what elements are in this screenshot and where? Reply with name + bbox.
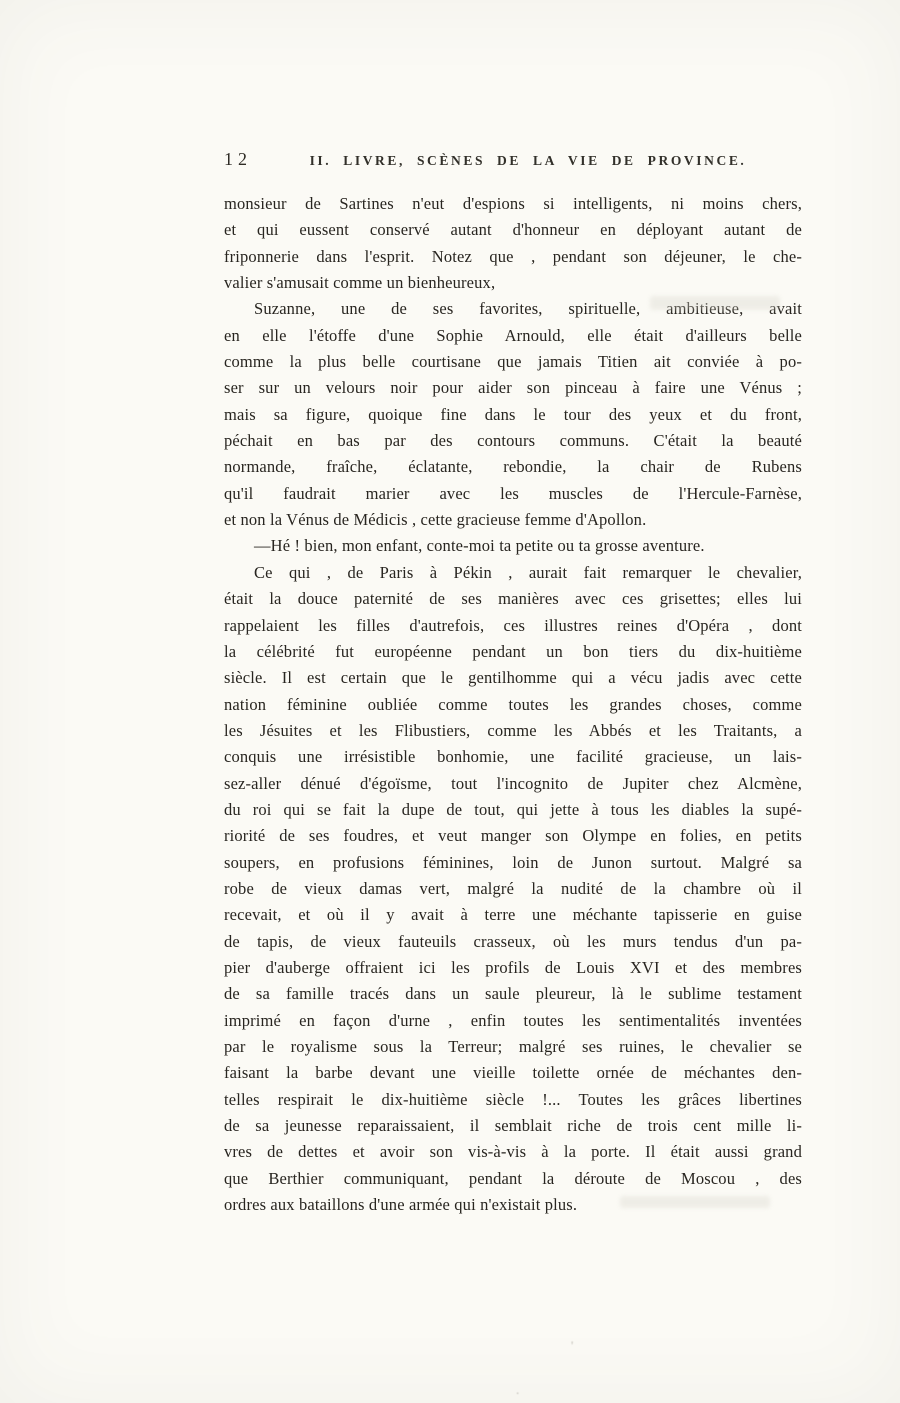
text-line: Ce qui , de Paris à Pékin , aurait fait remarquer le chevalier, — [254, 562, 802, 582]
paragraph — [224, 560, 802, 1219]
text-line: ordres aux bataillons d'une armée qui n'existait plus. — [224, 1195, 578, 1215]
scan-speck: ' — [571, 1338, 574, 1353]
text-line: —Hé ! bien, mon enfant, conte-moi ta petite ou ta grosse aventure. — [254, 536, 705, 556]
text-line: soupers, en profusions féminines, loin de Junon surtout. Malgré sa — [224, 852, 802, 872]
paragraph — [224, 533, 802, 559]
text-line: vres de dettes et avoir son vis-à-vis à la porte. Il était aussi grand — [224, 1142, 802, 1162]
text-line: de sa famille tracés dans un saule pleureur, là le sublime testament — [224, 984, 802, 1004]
text-line: les Jésuites et les Flibustiers, comme les Abbés et les Traitants, a — [224, 720, 802, 740]
text-line: qu'il faudrait marier avec les muscles de l'Hercule-Farnèse, — [224, 483, 802, 503]
running-title: II. LIVRE, SCÈNES DE LA VIE DE PROVINCE. — [309, 153, 747, 168]
text-line: que Berthier communiquant, pendant la déroute de Moscou , des — [224, 1168, 802, 1188]
text-line: conquis une irrésistible bonhomie, une facilité gracieuse, un lais- — [224, 747, 802, 767]
text-line: pier d'auberge offraient ici les profils de Louis XVI et des membres — [224, 957, 802, 977]
text-block — [224, 191, 802, 1218]
text-line: robe de vieux damas vert, malgré la nudité de la chambre où il — [224, 878, 802, 898]
paragraph — [224, 296, 802, 533]
text-line: Suzanne, une de ses favorites, spirituelle, ambitieuse, avait — [254, 299, 802, 319]
text-line: de sa jeunesse reparaissaient, il semblait riche de trois cent mille li- — [224, 1116, 802, 1136]
text-line: recevait, et où il y avait à terre une méchante tapisserie en guise — [224, 905, 802, 925]
text-line: sez-aller dénué d'égoïsme, tout l'incognito de Jupiter chez Alcmène, — [224, 773, 802, 793]
text-line: rappelaient les filles d'autrefois, ces illustres reines d'Opéra , dont — [224, 615, 802, 635]
text-line: et non la Vénus de Médicis , cette gracieuse femme d'Apollon. — [224, 510, 647, 530]
text-line: imprimé en façon d'urne , enfin toutes les sentimentalités inventées — [224, 1010, 802, 1030]
page-number: 12 — [224, 149, 252, 169]
paragraph — [224, 191, 802, 296]
text-line: normande, fraîche, éclatante, rebondie, la chair de Rubens — [224, 457, 802, 477]
text-line: nation féminine oubliée comme toutes les grandes choses, comme — [224, 694, 802, 714]
text-line: comme la plus belle courtisane que jamais Titien ait conviée à po- — [224, 352, 802, 372]
bleedthrough-smudge — [620, 1196, 770, 1208]
text-line: en elle l'étoffe d'une Sophie Arnould, elle était d'ailleurs belle — [224, 325, 802, 345]
text-line: péchait en bas par des contours communs. C'était la beauté — [224, 431, 802, 451]
text-line: monsieur de Sartines n'eut d'espions si intelligents, ni moins chers, — [224, 194, 802, 213]
text-line: la célébrité fut européenne pendant un bon tiers du dix-huitième — [224, 641, 802, 661]
text-line: valier s'amusait comme un bienheureux, — [224, 273, 496, 293]
text-line: était la douce paternité de ses manières avec ces grisettes; elles lui — [224, 589, 802, 609]
text-line: ser sur un velours noir pour aider son pinceau à faire une Vénus ; — [224, 378, 802, 398]
text-line: friponnerie dans l'esprit. Notez que , pendant son déjeuner, le che- — [224, 246, 802, 266]
text-line: et qui eussent conservé autant d'honneur en déployant autant de — [224, 220, 802, 240]
text-line: riorité de ses foudres, et veut manger son Olympe en folies, en petits — [224, 826, 802, 846]
bleedthrough-smudge — [650, 296, 780, 310]
text-line: siècle. Il est certain que le gentilhomme qui a vécu jadis avec cette — [224, 668, 802, 688]
scan-speck: . — [516, 1382, 520, 1397]
text-line: faisant la barbe devant une vieille toilette ornée de méchantes den- — [224, 1063, 802, 1083]
running-header — [224, 149, 804, 170]
text-line: de tapis, de vieux fauteuils crasseux, où les murs tendus d'un pa- — [224, 931, 802, 951]
text-line: du roi qui se fait la dupe de tout, qui jette à tous les diables la supé- — [224, 799, 802, 819]
text-line: telles respirait le dix-huitième siècle !... Toutes les grâces libertines — [224, 1089, 802, 1109]
text-line: par le royalisme sous la Terreur; malgré ses ruines, le chevalier se — [224, 1037, 802, 1056]
text-line: mais sa figure, quoique fine dans le tour des yeux et du front, — [224, 404, 802, 424]
